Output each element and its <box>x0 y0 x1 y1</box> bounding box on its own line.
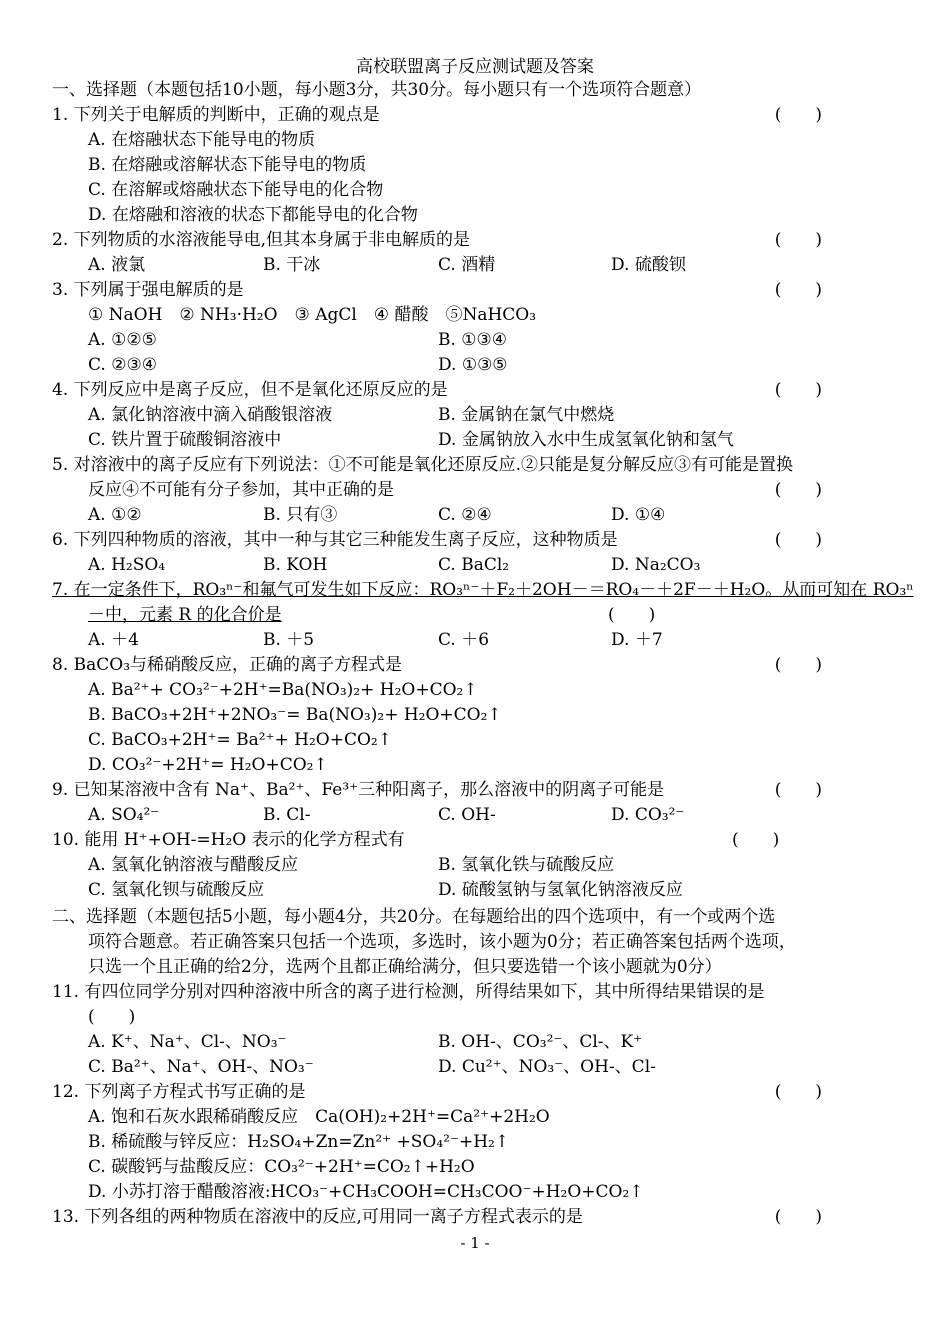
option: B. 干冰 <box>263 255 321 275</box>
question-5-cont <box>88 478 902 503</box>
option: A. 氢氧化钠溶液与醋酸反应 <box>88 855 299 875</box>
option-row <box>88 253 902 278</box>
option: A. 饱和石灰水跟稀硝酸反应 Ca(OH)₂+2H⁺=Ca²⁺+2H₂O <box>88 1107 550 1127</box>
option: B. 氢氧化铁与硫酸反应 <box>438 855 615 875</box>
option: A. ＋4 <box>88 630 139 650</box>
question-stem: 12. 下列离子方程式书写正确的是 <box>52 1082 306 1102</box>
option: D. 在熔融和溶液的状态下都能导电的化合物 <box>88 205 418 225</box>
answer-blank: ( ) <box>774 1082 822 1102</box>
question-3 <box>52 278 902 303</box>
section-1-header: 一、选择题（本题包括10小题，每小题3分，共30分。每小题只有一个选项符合题意） <box>52 80 702 100</box>
question-stem: 9. 已知某溶液中含有 Na⁺、Ba²⁺、Fe³⁺三种阳离子，那么溶液中的阴离子可能是 <box>52 780 665 800</box>
option: B. 稀硫酸与锌反应：H₂SO₄+Zn=Zn²⁺ +SO₄²⁻+H₂↑ <box>88 1132 510 1152</box>
question-stem: 8. BaCO₃与稀硝酸反应，正确的离子方程式是 <box>52 655 403 675</box>
option: A. 液氯 <box>88 255 146 275</box>
answer-blank: ( ) <box>774 655 822 675</box>
question-7: 7. 在一定条件下，RO₃ⁿ⁻和氟气可发生如下反应：RO₃ⁿ⁻＋F₂＋2OH－＝RO₄－＋2F－＋H₂O。从而可知在 RO₃ⁿ <box>52 580 914 600</box>
answer-blank: ( ) <box>774 105 822 125</box>
question-12 <box>52 1080 902 1105</box>
option: B. 只有③ <box>263 505 338 525</box>
option: A. K⁺、Na⁺、Cl-、NO₃⁻ <box>88 1032 287 1052</box>
question-10 <box>52 828 902 853</box>
question-stem: －中，元素 R 的化合价是 <box>88 605 282 625</box>
option-row <box>88 403 902 428</box>
section-2-header-cont: 项符合题意。若正确答案只包括一个选项，多选时，该小题为0分；若正确答案包括两个选项， <box>88 932 796 952</box>
option-row <box>88 553 902 578</box>
question-stem: 6. 下列四种物质的溶液，其中一种与其它三种能发生离子反应，这种物质是 <box>52 530 618 550</box>
option-row <box>88 503 902 528</box>
answer-blank: ( ) <box>774 480 822 500</box>
option: A. 在熔融状态下能导电的物质 <box>88 130 316 150</box>
option-row <box>88 1030 902 1055</box>
question-11: 11. 有四位同学分别对四种溶液中所含的离子进行检测，所得结果如下，其中所得结果错误的是 <box>52 982 765 1002</box>
option: D. 小苏打溶于醋酸溶液:HCO₃⁻+CH₃COOH=CH₃COO⁻+H₂O+CO₂↑ <box>88 1182 644 1202</box>
question-5: 5. 对溶液中的离子反应有下列说法：①不可能是氧化还原反应.②只能是复分解反应③有可能是置换 <box>52 455 794 475</box>
option: D. CO₃²⁻+2H⁺= H₂O+CO₂↑ <box>88 755 328 775</box>
option: C. 酒精 <box>438 255 496 275</box>
option: C. 氢氧化钡与硫酸反应 <box>88 880 265 900</box>
option: D. Cu²⁺、NO₃⁻、OH-、Cl- <box>438 1057 656 1077</box>
option-row <box>88 1055 902 1080</box>
option-row <box>88 878 902 903</box>
option: B. KOH <box>263 555 328 575</box>
option: C. BaCl₂ <box>438 555 510 575</box>
option-row <box>88 628 673 653</box>
question-stem: 1. 下列关于电解质的判断中，正确的观点是 <box>52 105 380 125</box>
option-row <box>88 353 902 378</box>
option-row <box>88 803 902 828</box>
option: D. ①④ <box>611 505 666 525</box>
page-number: - 1 - <box>460 1234 490 1252</box>
option: A. SO₄²⁻ <box>88 805 160 825</box>
option: C. 在溶解或熔融状态下能导电的化合物 <box>88 180 384 200</box>
question-6 <box>52 528 902 553</box>
question-stem: 13. 下列各组的两种物质在溶液中的反应,可用同一离子方程式表示的是 <box>52 1207 583 1227</box>
question-stem: 2. 下列物质的水溶液能导电,但其本身属于非电解质的是 <box>52 230 471 250</box>
option: D. Na₂CO₃ <box>611 555 701 575</box>
section-2-header: 二、选择题（本题包括5小题，每小题4分，共20分。在每题给出的四个选项中，有一个或两个选 <box>52 907 776 927</box>
option: A. ①②⑤ <box>88 330 157 350</box>
option: C. 铁片置于硫酸铜溶液中 <box>88 430 282 450</box>
option: C. ②③④ <box>88 355 157 375</box>
option: D. ＋7 <box>611 630 663 650</box>
question-stem: 反应④不可能有分子参加，其中正确的是 <box>88 480 394 500</box>
option: B. BaCO₃+2H⁺+2NO₃⁻= Ba(NO₃)₂+ H₂O+CO₂↑ <box>88 705 502 725</box>
answer-blank: ( ) <box>88 1007 136 1027</box>
option: C. OH- <box>438 805 496 825</box>
option: C. ②④ <box>438 505 492 525</box>
option: A. ①② <box>88 505 142 525</box>
option: A. 氯化钠溶液中滴入硝酸银溶液 <box>88 405 333 425</box>
option: D. 硫酸钡 <box>611 255 686 275</box>
option-row <box>88 853 902 878</box>
question-stem: 4. 下列反应中是离子反应，但不是氧化还原反应的是 <box>52 380 448 400</box>
question-7-cont <box>88 603 688 628</box>
question-8 <box>52 653 902 678</box>
option: B. 在熔融或溶解状态下能导电的物质 <box>88 155 367 175</box>
option: B. ＋5 <box>263 630 315 650</box>
question-stem: 3. 下列属于强电解质的是 <box>52 280 244 300</box>
answer-blank: ( ) <box>774 380 822 400</box>
option: D. 硫酸氢钠与氢氧化钠溶液反应 <box>438 880 683 900</box>
answer-blank: ( ) <box>732 830 780 850</box>
option: C. 碳酸钙与盐酸反应：CO₃²⁻+2H⁺=CO₂↑+H₂O <box>88 1157 475 1177</box>
question-13 <box>52 1205 902 1230</box>
question-9 <box>52 778 902 803</box>
question-1 <box>52 103 902 128</box>
answer-blank: ( ) <box>774 230 822 250</box>
option: B. ①③④ <box>438 330 508 350</box>
question-2 <box>52 228 902 253</box>
option: B. OH-、CO₃²⁻、Cl-、K⁺ <box>438 1032 643 1052</box>
option: C. BaCO₃+2H⁺= Ba²⁺+ H₂O+CO₂↑ <box>88 730 392 750</box>
page-title: 高校联盟离子反应测试题及答案 <box>356 57 594 77</box>
option: D. 金属钠放入水中生成氢氧化钠和氢气 <box>438 430 734 450</box>
answer-blank: ( ) <box>774 780 822 800</box>
option: C. Ba²⁺、Na⁺、OH-、NO₃⁻ <box>88 1057 314 1077</box>
option-row <box>88 328 902 353</box>
answer-blank: ( ) <box>608 605 656 625</box>
answer-blank: ( ) <box>774 280 822 300</box>
option: A. Ba²⁺+ CO₃²⁻+2H⁺=Ba(NO₃)₂+ H₂O+CO₂↑ <box>88 680 478 700</box>
section-2-header-cont: 只选一个且正确的给2分，选两个且都正确给满分，但只要选错一个该小题就为0分） <box>88 957 722 977</box>
option: B. Cl- <box>263 805 311 825</box>
substance-list: ① NaOH ② NH₃·H₂O ③ AgCl ④ 醋酸 ⑤NaHCO₃ <box>88 305 537 325</box>
option: D. ①③⑤ <box>438 355 508 375</box>
question-4 <box>52 378 902 403</box>
answer-blank: ( ) <box>774 530 822 550</box>
question-stem: 10. 能用 H⁺+OH-=H₂O 表示的化学方程式有 <box>52 830 405 850</box>
option: D. CO₃²⁻ <box>611 805 685 825</box>
answer-blank: ( ) <box>774 1207 822 1227</box>
option: B. 金属钠在氯气中燃烧 <box>438 405 615 425</box>
option: C. ＋6 <box>438 630 490 650</box>
option: A. H₂SO₄ <box>88 555 166 575</box>
option-row <box>88 428 902 453</box>
